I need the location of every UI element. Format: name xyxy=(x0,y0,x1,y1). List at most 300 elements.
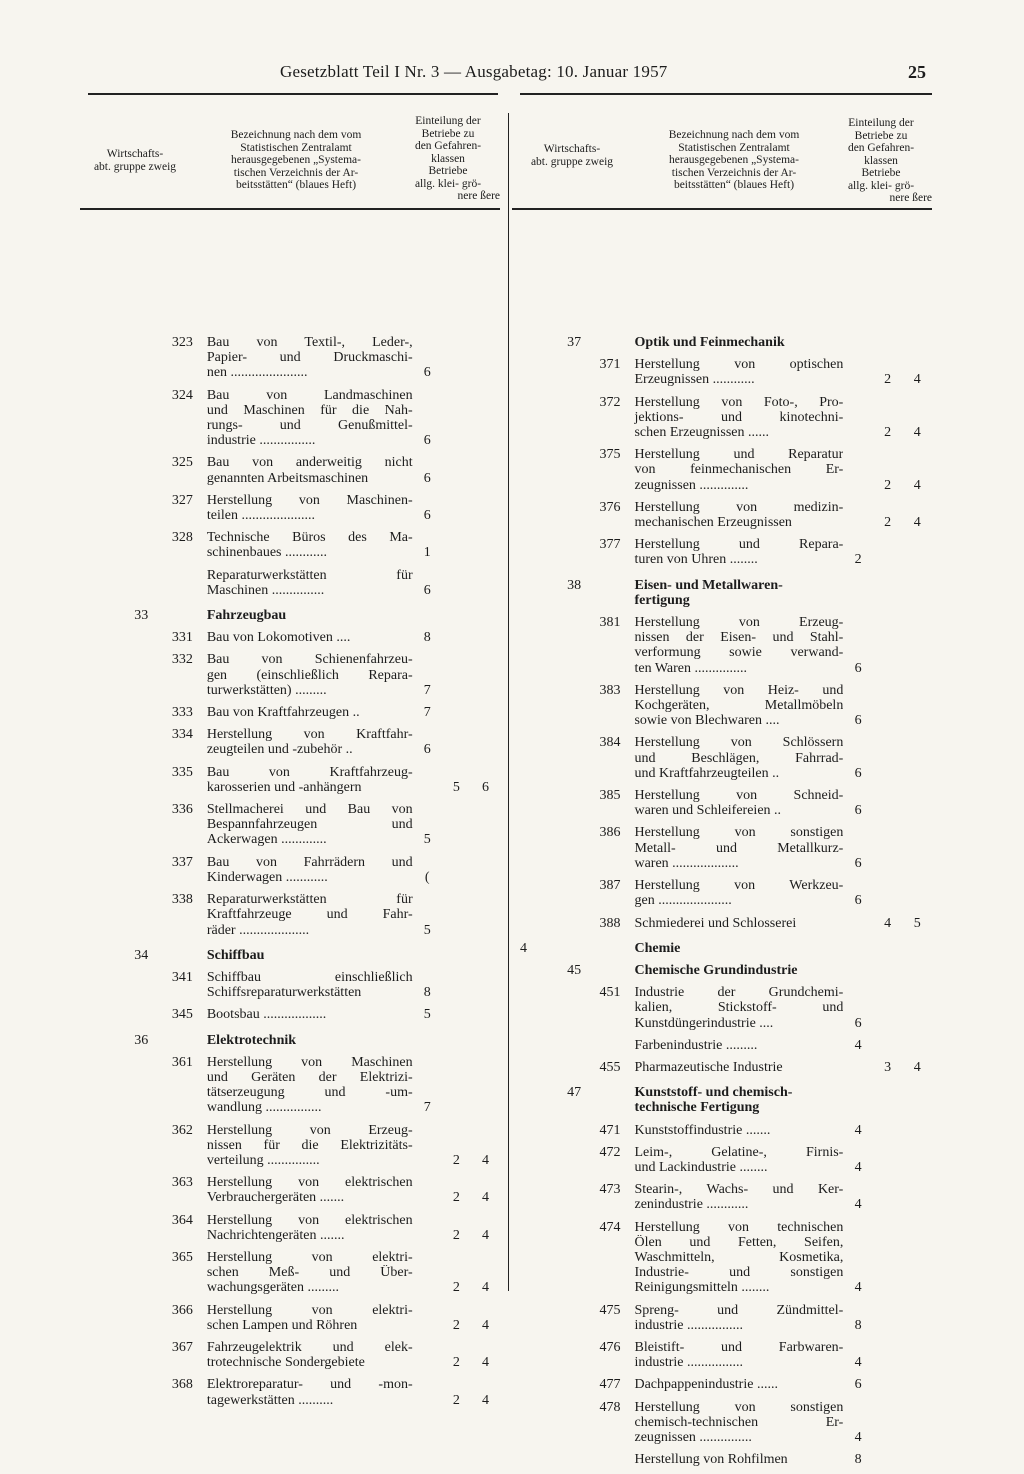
hazard-class-small: 2 xyxy=(452,1190,460,1206)
table-row xyxy=(512,1123,932,1138)
col-header-ein-line: klassen xyxy=(864,154,898,167)
wirtschaftsgruppe-number xyxy=(121,1055,148,1116)
description-line: waren ................... xyxy=(634,855,739,871)
wirtschaftsabteilung-number xyxy=(80,1377,121,1407)
branch-description xyxy=(207,608,413,623)
description-line: Verbrauchergeräten ....... xyxy=(206,1190,345,1206)
wirtschaftsabteilung-number xyxy=(80,493,121,523)
wirtschaftszweig-number: 478 xyxy=(599,1399,621,1415)
wirtschaftsabteilung-number xyxy=(80,388,121,449)
wirtschaftsabteilung-number xyxy=(80,727,121,757)
description-line: Bau von Schienenfahrzeu- xyxy=(206,652,413,668)
wirtschaftsgruppe-number xyxy=(121,705,148,720)
wirtschaftszweig-number: 341 xyxy=(171,969,193,985)
description-line: Bau von Lokomotiven .... xyxy=(206,630,351,646)
description-line: zeugnissen .............. xyxy=(634,477,749,493)
wirtschaftsgruppe-number xyxy=(554,447,582,493)
hazard-class-general: 7 xyxy=(423,1100,431,1116)
hazard-class-large: 4 xyxy=(913,425,921,441)
wirtschaftsabteilung-number xyxy=(80,970,121,1000)
wirtschaftszweig-number: 365 xyxy=(171,1249,193,1265)
wirtschaftsabteilung-number xyxy=(512,735,554,781)
wirtschaftsabteilung-number xyxy=(80,765,121,795)
description-line: Technische Büros des Ma- xyxy=(206,530,413,546)
col-header-ein-line: Betriebe zu xyxy=(854,129,908,142)
branch-description xyxy=(634,985,843,1031)
wirtschaftszweig-number: 332 xyxy=(171,652,193,668)
description-line: von feinmechanischen Er- xyxy=(634,462,844,478)
description-line: wachungsgeräten ......... xyxy=(206,1280,340,1296)
hazard-class-large: 4 xyxy=(481,1152,489,1168)
branch-description xyxy=(207,970,413,1000)
description-line: und Maschinen für die Nah- xyxy=(206,402,413,418)
branch-description xyxy=(207,727,413,757)
wirtschaftszweig-number xyxy=(148,568,207,598)
description-line: Herstellung von Kraftfahr- xyxy=(206,727,413,743)
description-line: und Beschlägen, Fahrrad- xyxy=(634,750,844,766)
col-header-ein-sub: nere ßere xyxy=(889,192,932,204)
section-heading-row xyxy=(512,1085,932,1115)
wirtschaftszweig-number: 386 xyxy=(599,825,621,841)
wirtschaftszweig-number: 472 xyxy=(599,1144,621,1160)
hazard-class-general: 5 xyxy=(423,922,431,938)
wirtschaftsabteilung-number xyxy=(512,878,554,908)
description-line: gen ..................... xyxy=(634,893,732,909)
wirtschaftsabteilung-number xyxy=(80,455,121,485)
table-row xyxy=(80,970,500,1000)
table-row xyxy=(80,765,500,795)
description-line: Kunstdüngerindustrie .... xyxy=(634,1015,774,1031)
description-line: Schiffsreparaturwerkstätten xyxy=(206,985,362,1001)
wirtschaftszweig-number: 384 xyxy=(599,735,621,751)
hazard-class-large: 4 xyxy=(481,1355,489,1371)
hazard-class-small: 2 xyxy=(452,1152,460,1168)
wirtschaftsgruppe-number xyxy=(554,1182,582,1212)
wirtschaftsgruppe-number xyxy=(121,1340,148,1370)
table-row xyxy=(512,615,932,676)
branch-description xyxy=(634,1340,843,1370)
right-column-body xyxy=(512,335,932,1474)
description-line: Herstellung von elektrischen xyxy=(206,1212,413,1228)
description-line: gen (einschließlich Repara- xyxy=(206,667,413,683)
wirtschaftszweig-number: 451 xyxy=(599,985,621,1001)
description-line: Stellmacherei und Bau von xyxy=(206,802,413,818)
wirtschaftsgruppe-number xyxy=(554,357,582,387)
col-header-ein-sub: allg. klei- grö- xyxy=(414,177,482,190)
description-line: Farbenindustrie ......... xyxy=(634,1037,758,1053)
wirtschaftszweig-number: 366 xyxy=(171,1302,193,1318)
wirtschaftszweig-number: 325 xyxy=(171,455,193,471)
wirtschaftszweig-number: 364 xyxy=(171,1212,193,1228)
wirtschaftsabteilung-number xyxy=(512,1145,554,1175)
description-line: Herstellung von Schlössern xyxy=(634,735,844,751)
wirtschaftszweig-number xyxy=(148,1033,207,1048)
col-header-bez-line: beitsstätten“ (blaues Heft) xyxy=(673,179,795,191)
wirtschaftszweig-number xyxy=(581,941,634,956)
header-rule-right xyxy=(520,93,932,95)
wirtschaftszweig-number: 345 xyxy=(171,1007,193,1023)
description-line: tätserzeugung und -um- xyxy=(206,1085,413,1101)
wirtschaftsabteilung-number xyxy=(512,1303,554,1333)
wirtschaftsgruppe-number xyxy=(121,652,148,698)
table-row xyxy=(512,825,932,871)
description-line: mechanischen Erzeugnissen xyxy=(634,515,792,531)
branch-description xyxy=(207,530,413,560)
description-line: Maschinen ............... xyxy=(206,582,325,598)
hazard-class-general: 5 xyxy=(423,832,431,848)
hazard-class-small: 2 xyxy=(452,1317,460,1333)
table-row xyxy=(512,1377,932,1392)
description-line: schen Erzeugnissen ...... xyxy=(634,425,770,441)
description-line: Bau von Kraftfahrzeug- xyxy=(206,764,413,780)
branch-description xyxy=(634,1303,843,1333)
wirtschaftsabteilung-number xyxy=(512,500,554,530)
wirtschaftsabteilung-number xyxy=(80,1055,121,1116)
wirtschaftszweig-number: 371 xyxy=(599,357,621,373)
description-line: Schiffbau einschließlich xyxy=(206,969,413,985)
description-line: tagewerkstätten .......... xyxy=(206,1392,334,1408)
description-line: räder .................... xyxy=(206,922,310,938)
wirtschaftszweig-number xyxy=(581,578,634,608)
wirtschaftszweig-number: 323 xyxy=(171,335,193,350)
description-line: Herstellung und Repara- xyxy=(634,537,844,553)
description-line: Reparaturwerkstätten für xyxy=(206,892,413,908)
branch-description xyxy=(634,1400,843,1446)
wirtschaftsgruppe-number xyxy=(121,630,148,645)
wirtschaftsgruppe-number xyxy=(554,825,582,871)
description-line: jektions- und kinotechni- xyxy=(634,409,844,425)
branch-description xyxy=(634,447,843,493)
hazard-class-small: 2 xyxy=(452,1280,460,1296)
branch-description xyxy=(207,1250,413,1296)
hazard-class-general: 6 xyxy=(854,1377,862,1393)
hazard-class-large: 4 xyxy=(481,1392,489,1408)
wirtschaftsgruppe-number xyxy=(554,735,582,781)
table-row xyxy=(512,537,932,567)
wirtschaftsabteilung-number xyxy=(80,568,121,598)
branch-description xyxy=(207,630,413,645)
description-line: Industrie- und sonstigen xyxy=(634,1265,844,1281)
wirtschaftszweig-number: 328 xyxy=(171,530,193,546)
hazard-class-small: 5 xyxy=(452,779,460,795)
table-row xyxy=(512,1452,932,1467)
branch-description xyxy=(634,1085,843,1115)
description-line: Bau von Landmaschinen xyxy=(206,387,413,403)
wirtschaftsabteilung-number xyxy=(512,615,554,676)
description-line: technische Fertigung xyxy=(634,1100,760,1116)
wirtschaftsabteilung-number xyxy=(80,892,121,938)
wirtschaftsabteilung-number xyxy=(80,1340,121,1370)
hazard-class-general: 4 xyxy=(854,1355,862,1371)
table-row xyxy=(80,1055,500,1116)
wirtschaftsabteilung-number xyxy=(80,1250,121,1296)
wirtschaftsgruppe-number xyxy=(554,788,582,818)
table-row xyxy=(512,1182,932,1212)
description-line: Herstellung von elektrischen xyxy=(206,1175,413,1191)
col-header-bez-line: beitsstätten“ (blaues Heft) xyxy=(235,179,357,191)
description-line: Herstellung von sonstigen xyxy=(634,825,844,841)
wirtschaftszweig-number: 368 xyxy=(171,1377,193,1393)
wirtschaftsgruppe-number xyxy=(554,878,582,908)
description-line: und Lackindustrie ........ xyxy=(634,1159,768,1175)
description-line: Herstellung von Schneid- xyxy=(634,788,844,804)
col-header-ein-line: klassen xyxy=(431,152,465,165)
section-heading-row xyxy=(80,608,500,623)
wirtschaftszweig-number: 333 xyxy=(171,705,193,721)
description-line: Bleistift- und Farbwaren- xyxy=(634,1339,844,1355)
table-row xyxy=(80,1123,500,1169)
description-line: turen von Uhren ........ xyxy=(634,552,758,568)
table-row xyxy=(512,735,932,781)
col-header-bez-line: Bezeichnung nach dem vom xyxy=(668,129,800,141)
wirtschaftsabteilung-number xyxy=(80,705,121,720)
col-header-bez-line: Bezeichnung nach dem vom xyxy=(230,129,362,141)
description-line: Optik und Feinmechanik xyxy=(634,335,785,350)
wirtschaftsabteilung-number xyxy=(80,335,121,381)
wirtschaftsabteilung-number xyxy=(512,1452,554,1467)
wirtschaftsgruppe-number xyxy=(121,1175,148,1205)
wirtschaftsgruppe-number xyxy=(121,335,148,381)
description-line: rungs- und Genußmittel- xyxy=(206,418,413,434)
hazard-class-large: 5 xyxy=(913,915,921,931)
table-row xyxy=(80,1303,500,1333)
description-line: zeugteilen und -zubehör .. xyxy=(206,742,353,758)
description-line: ten Waren ............... xyxy=(634,660,748,676)
hazard-class-large: 4 xyxy=(481,1227,489,1243)
description-line: verformung sowie verwand- xyxy=(634,645,844,661)
col-header-bez-line: herausgegebenen „Systema- xyxy=(231,154,361,166)
table-row xyxy=(512,1038,932,1053)
branch-description xyxy=(207,335,413,381)
hazard-class-small: 4 xyxy=(884,915,892,931)
wirtschaftszweig-number: 327 xyxy=(171,492,193,508)
branch-description xyxy=(207,388,413,449)
description-line: schen Lampen und Röhren xyxy=(206,1317,358,1333)
hazard-class-general: 7 xyxy=(423,682,431,698)
hazard-class-general: 6 xyxy=(854,893,862,909)
wirtschaftsabteilung-number xyxy=(512,1060,554,1075)
hazard-class-general: 4 xyxy=(854,1159,862,1175)
wirtschaftsabteilung-number xyxy=(512,1340,554,1370)
wirtschaftsgruppe-number xyxy=(121,1303,148,1333)
branch-description xyxy=(634,1145,843,1175)
description-line: nen ...................... xyxy=(206,365,308,381)
description-line: Dachpappenindustrie ...... xyxy=(634,1377,778,1393)
table-row xyxy=(512,1303,932,1333)
wirtschaftszweig-number: 372 xyxy=(599,394,621,410)
branch-description xyxy=(207,802,413,848)
wirtschaftszweig-number: 385 xyxy=(599,788,621,804)
wirtschaftszweig-number: 477 xyxy=(599,1377,621,1393)
description-line: Bau von Kraftfahrzeugen .. xyxy=(206,705,360,721)
table-header-rule-right xyxy=(512,208,932,210)
branch-description xyxy=(207,1123,413,1169)
description-line: Bespannfahrzeugen und xyxy=(206,817,413,833)
hazard-class-general: 4 xyxy=(854,1280,862,1296)
branch-description xyxy=(207,1377,413,1407)
table-header-rule-left xyxy=(80,208,500,210)
branch-description xyxy=(634,615,843,676)
branch-description xyxy=(207,455,413,485)
description-line: kalien, Stickstoff- und xyxy=(634,1000,844,1016)
col-header-bez-line: Statistischen Zentralamt xyxy=(240,141,352,154)
wirtschaftsabteilung-number xyxy=(512,335,554,350)
branch-description xyxy=(634,537,843,567)
table-row xyxy=(512,985,932,1031)
wirtschaftsabteilung-number xyxy=(80,530,121,560)
description-line: und Geräten der Elektrizi- xyxy=(206,1069,413,1085)
wirtschaftsabteilung-number xyxy=(512,537,554,567)
wirtschaftsabteilung-number xyxy=(80,1123,121,1169)
description-line: Ölen und Fetten, Seifen, xyxy=(634,1234,844,1250)
hazard-class-large: 4 xyxy=(913,372,921,388)
description-line: Waschmitteln, Kosmetika, xyxy=(634,1249,844,1265)
wirtschaftszweig-number: 361 xyxy=(171,1054,193,1070)
section-heading-row xyxy=(512,941,932,956)
wirtschaftszweig-number: 388 xyxy=(599,915,621,931)
wirtschaftsgruppe-number xyxy=(554,1340,582,1370)
wirtschaftsabteilung-number xyxy=(80,608,121,623)
wirtschaftsabteilung-number xyxy=(512,1123,554,1138)
description-line: nissen der Eisen- und Stahl- xyxy=(634,630,844,646)
description-line: Metall- und Metallkurz- xyxy=(634,840,844,856)
description-line: Herstellung von Rohfilmen xyxy=(634,1452,788,1468)
wirtschaftsgruppe-number: 33 xyxy=(134,608,149,624)
wirtschaftszweig-number xyxy=(581,1038,634,1053)
table-row xyxy=(512,1340,932,1370)
description-line: Leim-, Gelatine-, Firnis- xyxy=(634,1144,844,1160)
col-header-ein-sub: nere ßere xyxy=(457,190,500,202)
hazard-class-general: 6 xyxy=(854,1015,862,1031)
section-heading-row xyxy=(512,963,932,978)
hazard-class-small: 2 xyxy=(884,477,892,493)
hazard-class-general: 6 xyxy=(423,365,431,381)
wirtschaftszweig-number: 324 xyxy=(171,387,193,403)
hazard-class-small: 2 xyxy=(452,1227,460,1243)
hazard-class-general: 8 xyxy=(423,630,431,646)
wirtschaftszweig-number: 338 xyxy=(171,892,193,908)
col-header-bez-line: herausgegebenen „Systema- xyxy=(669,154,799,166)
branch-description xyxy=(207,948,413,963)
branch-description xyxy=(634,963,843,978)
branch-description xyxy=(634,1038,843,1053)
table-row xyxy=(80,630,500,645)
description-line: Papier- und Druckmaschi- xyxy=(206,350,413,366)
wirtschaftsgruppe-number xyxy=(554,500,582,530)
table-row xyxy=(80,455,500,485)
wirtschaftsgruppe-number xyxy=(121,493,148,523)
branch-description xyxy=(207,1033,413,1048)
branch-description xyxy=(207,1055,413,1116)
hazard-class-large: 6 xyxy=(481,779,489,795)
wirtschaftsabteilung-number xyxy=(512,985,554,1031)
description-line: Bau von Textil-, Leder-, xyxy=(206,335,413,350)
col-header-ws-sub: abt. gruppe zweig xyxy=(93,160,177,173)
wirtschaftsgruppe-number: 34 xyxy=(134,947,149,963)
wirtschaftsabteilung-number xyxy=(512,1377,554,1392)
table-row xyxy=(512,447,932,493)
hazard-class-small: 2 xyxy=(452,1355,460,1371)
branch-description xyxy=(634,1182,843,1212)
branch-description xyxy=(207,892,413,938)
col-header-bezeichnung xyxy=(636,129,832,192)
description-line: industrie ................ xyxy=(634,1317,743,1333)
wirtschaftszweig-number: 475 xyxy=(599,1302,621,1318)
wirtschaftszweig-number: 473 xyxy=(599,1182,621,1198)
wirtschaftsabteilung-number xyxy=(512,916,554,931)
description-line: Kinderwagen ............ xyxy=(206,869,328,885)
left-column xyxy=(80,113,500,1408)
col-header-wirtschafts xyxy=(512,143,632,168)
col-header-ws-sub: abt. gruppe zweig xyxy=(530,155,614,168)
wirtschaftszweig-number: 377 xyxy=(599,537,621,553)
hazard-class-general: 6 xyxy=(423,433,431,449)
col-header-einteilung xyxy=(830,117,932,205)
description-line: Spreng- und Zündmittel- xyxy=(634,1302,844,1318)
wirtschaftsgruppe-number: 36 xyxy=(134,1032,149,1048)
branch-description xyxy=(634,825,843,871)
section-heading-row xyxy=(80,1033,500,1048)
wirtschaftsgruppe-number: 47 xyxy=(567,1085,582,1101)
wirtschaftsgruppe-number: 45 xyxy=(567,962,582,978)
wirtschaftsabteilung-number xyxy=(80,1303,121,1333)
description-line: wandlung ................ xyxy=(206,1100,322,1116)
description-line: Herstellung von Maschinen- xyxy=(206,492,413,508)
description-line: Bau von Fahrrädern und xyxy=(206,854,413,870)
col-header-ein-line: den Gefahren- xyxy=(414,140,482,152)
wirtschaftsabteilung-number xyxy=(512,1400,554,1446)
col-header-ein-line: Einteilung der xyxy=(415,115,481,127)
description-line: zenindustrie ............ xyxy=(634,1197,749,1213)
description-line: Herstellung von elektri- xyxy=(206,1249,413,1265)
wirtschaftsgruppe-number xyxy=(554,537,582,567)
wirtschaftszweig-number: 336 xyxy=(171,802,193,818)
wirtschaftszweig-number: 334 xyxy=(171,727,193,743)
table-row xyxy=(512,788,932,818)
branch-description xyxy=(634,1060,843,1075)
wirtschaftsgruppe-number xyxy=(554,1377,582,1392)
col-header-wirtschafts xyxy=(80,148,190,173)
col-header-einteilung xyxy=(396,115,500,203)
table-row xyxy=(512,357,932,387)
description-line: Chemische Grundindustrie xyxy=(634,962,798,978)
wirtschaftsabteilung-number xyxy=(512,963,554,978)
table-row xyxy=(80,727,500,757)
description-line: trotechnische Sondergebiete xyxy=(206,1355,365,1371)
description-line: industrie ................ xyxy=(206,433,316,449)
wirtschaftsabteilung-number xyxy=(80,1007,121,1022)
table-row xyxy=(80,530,500,560)
description-line: Stearin-, Wachs- und Ker- xyxy=(634,1182,844,1198)
hazard-class-general: 6 xyxy=(854,855,862,871)
wirtschaftsabteilung-number xyxy=(512,578,554,608)
wirtschaftsabteilung-number: 4 xyxy=(520,940,527,956)
table-row xyxy=(80,335,500,381)
wirtschaftszweig-number: 367 xyxy=(171,1339,193,1355)
table-row xyxy=(80,1340,500,1370)
hazard-class-small: 2 xyxy=(884,515,892,531)
wirtschaftszweig-number: 383 xyxy=(599,682,621,698)
wirtschaftszweig-number: 376 xyxy=(599,499,621,515)
description-line: Chemie xyxy=(634,940,681,956)
branch-description xyxy=(634,357,843,387)
branch-description xyxy=(634,1452,843,1467)
description-line: Eisen- und Metallwaren- xyxy=(634,577,783,593)
wirtschaftszweig-number: 381 xyxy=(599,615,621,631)
branch-description xyxy=(207,1340,413,1370)
wirtschaftszweig-number: 471 xyxy=(599,1122,621,1138)
description-line: industrie ................ xyxy=(634,1355,743,1371)
